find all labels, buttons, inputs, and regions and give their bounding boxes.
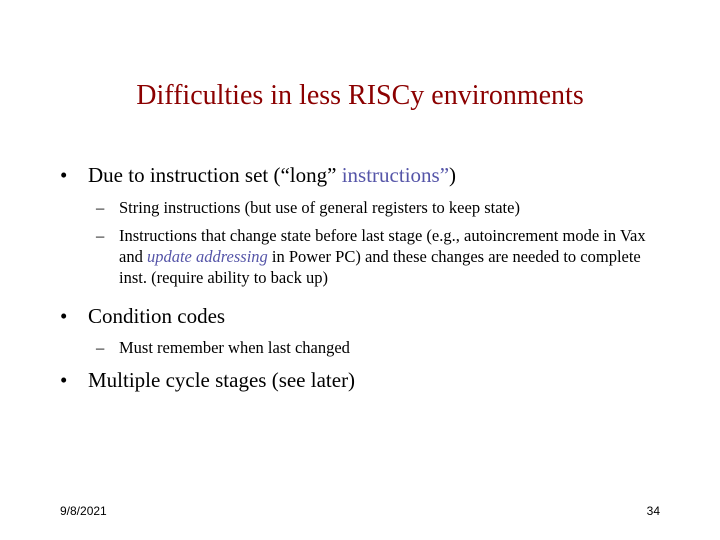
sub-item-text-block <box>96 225 666 288</box>
footer-date: 9/8/2021 <box>60 504 107 518</box>
slide-title: Difficulties in less RISCy environments <box>136 80 584 111</box>
dash-marker: – <box>96 338 105 357</box>
bullet-text-start: Due to instruction set ( <box>88 163 281 187</box>
bullet-instruction-set <box>60 162 456 188</box>
bullet-text: Condition codes <box>88 304 226 328</box>
bullet-marker: • <box>60 163 68 187</box>
sub-item-text: Must remember when last changed <box>119 338 350 357</box>
update-addressing-emphasis: update addressing <box>146 247 268 266</box>
sub-item-string-instructions <box>96 197 666 218</box>
instructions-word: instructions” <box>341 163 450 187</box>
sub-item-text-start: Instructions that change state before last stage (e.g., autoincrement mode in Vax and <box>119 226 646 266</box>
dash-marker: – <box>96 198 105 217</box>
dash-marker: – <box>96 226 105 245</box>
bullet-text-end: ) <box>449 163 457 187</box>
long-quote-text: “long” <box>280 163 337 187</box>
sub-item-state-change <box>96 225 666 288</box>
bullet-text: Multiple cycle stages (see later) <box>88 368 356 392</box>
bullet-condition-codes <box>60 303 225 329</box>
bullet-marker: • <box>60 304 68 328</box>
bullet-marker: • <box>60 368 68 392</box>
sub-item-text-end: in Power PC) and these changes are needed to complete inst. (require ability to back up) <box>119 247 641 287</box>
sub-item-remember <box>96 337 666 358</box>
page-number: 34 <box>646 504 660 518</box>
sub-item-text: String instructions (but use of general registers to keep state) <box>119 198 520 217</box>
bullet-multiple-cycle <box>60 367 355 393</box>
